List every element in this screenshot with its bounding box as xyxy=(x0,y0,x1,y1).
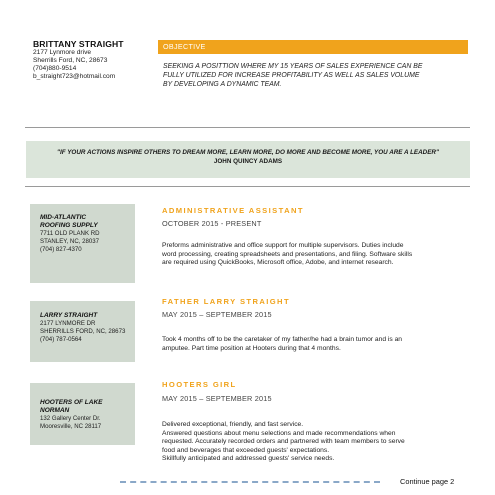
email-address: b_straight723@hotmail.com xyxy=(33,73,116,80)
employer-address: 7711 OLD PLANK RD xyxy=(40,230,100,237)
employer-name: LARRY STRAIGHT xyxy=(40,312,98,319)
employer-name: HOOTERS OF LAKE xyxy=(40,399,103,406)
employer-city: STANLEY, NC, 28037 xyxy=(40,238,100,245)
job-dates: MAY 2015 – SEPTEMBER 2015 xyxy=(162,310,272,319)
employer-box xyxy=(30,301,135,362)
job-description-line: requested. Accurately recorded orders and partnered with team members to serve xyxy=(162,438,405,446)
phone-number: (704)880-9514 xyxy=(33,65,77,72)
objective-line: SEEKING A POSITTION WHERE MY 15 YEARS OF SALES EXPERIENCE CAN BE xyxy=(163,63,423,70)
objective-text xyxy=(163,62,468,89)
quote-text: "IF YOUR ACTIONS INSPIRE OTHERS TO DREAM MORE, LEARN MORE, DO MORE AND BECOME MORE, YOU ARE A LEADER" xyxy=(57,149,439,156)
job-title: HOOTERS GIRL xyxy=(162,380,237,389)
address-line-1: 2177 Lynmore drive xyxy=(33,49,92,56)
job-description-line: amputee. Part time position at Hooters during that 4 months. xyxy=(162,344,341,352)
section-divider xyxy=(25,186,470,187)
job-description-line: Delivered exceptional, friendly, and fast service. xyxy=(162,421,304,428)
job-description-line: food and beverages that exceeded guests' expectations. xyxy=(162,446,330,454)
job-title: ADMINISTRATIVE ASSISTANT xyxy=(162,206,304,215)
employer-name: NORMAN xyxy=(40,407,70,414)
job-dates: MAY 2015 – SEPTEMBER 2015 xyxy=(162,394,272,403)
job-description xyxy=(162,421,470,464)
employer-phone: (704) 827-4370 xyxy=(40,246,82,253)
employer-city: SHERRILLS FORD, NC, 28673 xyxy=(40,328,126,335)
job-description xyxy=(162,336,470,353)
employer-phone: (704) 787-0564 xyxy=(40,336,82,343)
employer-box xyxy=(30,383,135,445)
job-description-line: Took 4 months off to be the caretaker of my father/he had a brain tumor and is an xyxy=(162,336,403,343)
job-description-line: Preforms administrative and office support for multiple supervisors. Duties include xyxy=(162,242,404,249)
employer-address: 2177 LYNMORE DR xyxy=(40,320,96,327)
job-description xyxy=(162,242,470,268)
job-dates: OCTOBER 2015 - PRESENT xyxy=(162,219,262,228)
employer-name: ROOFING SUPPLY xyxy=(40,222,98,229)
objective-line: BY DEVELOPING A DYNAMIC TEAM. xyxy=(163,81,282,88)
job-description-line: word processing, creating spreadsheets and presentations, and filing. Software skills xyxy=(162,250,413,258)
section-divider xyxy=(25,127,470,128)
footer-dashed-divider xyxy=(120,481,380,483)
continue-page-note: Continue page 2 xyxy=(400,477,455,486)
candidate-name: BRITTANY STRAIGHT xyxy=(33,39,124,49)
job-description-line: Skillfully anticipated and addressed guests' service needs. xyxy=(162,455,335,463)
address-line-2: Sherrills Ford, NC, 28673 xyxy=(33,57,108,64)
objective-line: FULLY UTILIZED FOR INCREASE PROFITABILITY AS WELL AS SALES VOLUME xyxy=(163,72,420,79)
employer-name: MID-ATLANTIC xyxy=(40,214,87,221)
quote-author: JOHN QUINCY ADAMS xyxy=(213,158,283,165)
job-title: FATHER LARRY STRAIGHT xyxy=(162,297,290,306)
employer-address: 132 Gallery Center Dr. xyxy=(40,415,101,422)
job-description-line: Answered questions about menu selections and made recommendations when xyxy=(162,429,396,437)
employer-city: Mooresville, NC 28117 xyxy=(40,423,102,430)
employer-box xyxy=(30,204,135,283)
objective-heading: OBJECTIVE xyxy=(163,42,206,51)
job-description-line: are required using QuickBooks, Microsoft office, Adobe, and internet research. xyxy=(162,259,394,267)
